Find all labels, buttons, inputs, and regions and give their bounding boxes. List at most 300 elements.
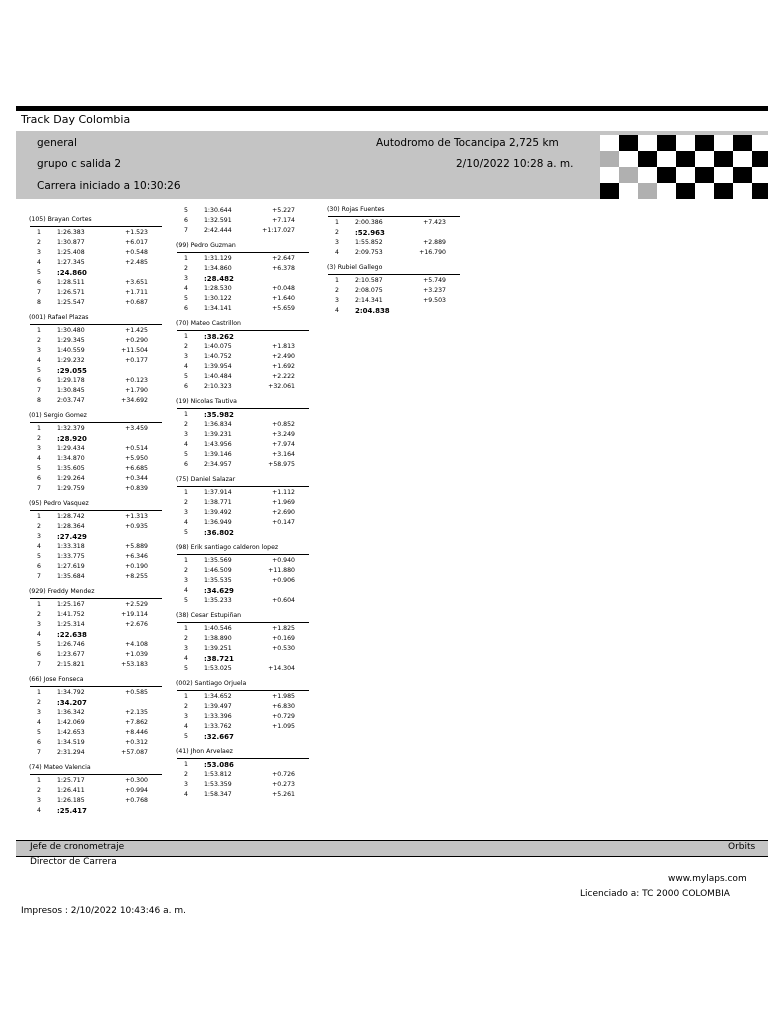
lap-gap: +2.529 bbox=[125, 601, 148, 608]
lap-number: 5 bbox=[184, 451, 188, 458]
lap-time: 1:28.530 bbox=[204, 285, 232, 292]
lap-number: 1 bbox=[335, 219, 339, 226]
lap-time: 1:33.396 bbox=[204, 713, 232, 720]
driver-divider bbox=[30, 598, 162, 599]
lap-time: 1:26.571 bbox=[57, 289, 85, 296]
lap-number: 4 bbox=[37, 357, 41, 364]
lap-gap: +7.862 bbox=[125, 719, 148, 726]
lap-number: 4 bbox=[184, 655, 188, 662]
lap-time: 1:37.914 bbox=[204, 489, 232, 496]
lap-time: :24.860 bbox=[57, 269, 87, 277]
race-director-label: Director de Carrera bbox=[30, 857, 117, 867]
lap-time: :22.638 bbox=[57, 631, 87, 639]
lap-number: 5 bbox=[37, 465, 41, 472]
lap-number: 5 bbox=[184, 207, 188, 214]
lap-time: 1:39.954 bbox=[204, 363, 232, 370]
lap-gap: +19.114 bbox=[121, 611, 148, 618]
lap-gap: +6.830 bbox=[272, 703, 295, 710]
driver-name: (19) Nicolas Tautiva bbox=[176, 398, 237, 405]
lap-gap: +0.768 bbox=[125, 797, 148, 804]
lap-gap: +2.676 bbox=[125, 621, 148, 628]
lap-gap: +2.690 bbox=[272, 509, 295, 516]
driver-divider bbox=[328, 216, 460, 217]
lap-number: 1 bbox=[184, 625, 188, 632]
lap-number: 5 bbox=[184, 733, 188, 740]
lap-number: 8 bbox=[37, 299, 41, 306]
lap-number: 3 bbox=[184, 577, 188, 584]
lap-time: 1:39.497 bbox=[204, 703, 232, 710]
lap-time: 1:26.746 bbox=[57, 641, 85, 648]
lap-time: 1:39.146 bbox=[204, 451, 232, 458]
lap-time: 2:00.386 bbox=[355, 219, 383, 226]
lap-gap: +0.548 bbox=[125, 249, 148, 256]
license-text: Licenciado a: TC 2000 COLOMBIA bbox=[580, 889, 730, 899]
lap-number: 1 bbox=[184, 333, 188, 340]
lap-gap: +0.147 bbox=[272, 519, 295, 526]
driver-name: (01) Sergio Gomez bbox=[29, 412, 87, 419]
lap-time: 1:26.411 bbox=[57, 787, 85, 794]
driver-divider bbox=[30, 510, 162, 511]
lap-gap: +34.692 bbox=[121, 397, 148, 404]
driver-name: (001) Rafael Plazas bbox=[29, 314, 89, 321]
lap-number: 2 bbox=[37, 435, 41, 442]
lap-number: 1 bbox=[37, 327, 41, 334]
lap-number: 4 bbox=[37, 543, 41, 550]
lap-gap: +0.169 bbox=[272, 635, 295, 642]
lap-gap: +5.749 bbox=[423, 277, 446, 284]
lap-gap: +1.692 bbox=[272, 363, 295, 370]
lap-time: 1:29.178 bbox=[57, 377, 85, 384]
session-name: general bbox=[37, 137, 77, 149]
lap-gap: +2.490 bbox=[272, 353, 295, 360]
lap-gap: +1.039 bbox=[125, 651, 148, 658]
lap-number: 6 bbox=[37, 377, 41, 384]
lap-time: 1:26.383 bbox=[57, 229, 85, 236]
lap-time: 1:25.314 bbox=[57, 621, 85, 628]
lap-time: 2:34.957 bbox=[204, 461, 232, 468]
lap-time: 1:25.408 bbox=[57, 249, 85, 256]
lap-number: 1 bbox=[184, 255, 188, 262]
lap-time: 1:38.771 bbox=[204, 499, 232, 506]
lap-number: 2 bbox=[184, 703, 188, 710]
race-start-time: Carrera iniciado a 10:30:26 bbox=[37, 180, 181, 192]
lap-time: :35.982 bbox=[204, 411, 234, 419]
lap-time: 1:34.860 bbox=[204, 265, 232, 272]
session-datetime: 2/10/2022 10:28 a. m. bbox=[456, 158, 574, 170]
lap-time: 1:25.547 bbox=[57, 299, 85, 306]
lap-gap: +0.344 bbox=[125, 475, 148, 482]
lap-gap: +7.974 bbox=[272, 441, 295, 448]
lap-gap: +2.889 bbox=[423, 239, 446, 246]
lap-number: 7 bbox=[37, 749, 41, 756]
driver-divider bbox=[30, 686, 162, 687]
lap-time: 1:40.484 bbox=[204, 373, 232, 380]
lap-number: 7 bbox=[184, 227, 188, 234]
driver-divider bbox=[177, 252, 309, 253]
lap-number: 6 bbox=[37, 475, 41, 482]
lap-time: 1:23.677 bbox=[57, 651, 85, 658]
lap-number: 4 bbox=[184, 363, 188, 370]
lap-number: 4 bbox=[184, 519, 188, 526]
lap-number: 4 bbox=[184, 285, 188, 292]
lap-time: 2:09.753 bbox=[355, 249, 383, 256]
lap-gap: +0.273 bbox=[272, 781, 295, 788]
lap-number: 3 bbox=[184, 431, 188, 438]
lap-number: 6 bbox=[184, 217, 188, 224]
lap-gap: +1.095 bbox=[272, 723, 295, 730]
lap-number: 6 bbox=[184, 383, 188, 390]
driver-name: (75) Daniel Salazar bbox=[176, 476, 236, 483]
lap-gap: +5.889 bbox=[125, 543, 148, 550]
driver-name: (30) Rojas Fuentes bbox=[327, 206, 385, 213]
lap-gap: +16.790 bbox=[419, 249, 446, 256]
lap-number: 1 bbox=[37, 689, 41, 696]
lap-number: 3 bbox=[37, 347, 41, 354]
lap-number: 3 bbox=[37, 709, 41, 716]
lap-number: 4 bbox=[335, 249, 339, 256]
lap-time: 2:04.838 bbox=[355, 307, 390, 315]
driver-divider bbox=[30, 324, 162, 325]
lap-number: 4 bbox=[37, 259, 41, 266]
lap-gap: +0.906 bbox=[272, 577, 295, 584]
lap-gap: +1.425 bbox=[125, 327, 148, 334]
lap-time: 1:30.845 bbox=[57, 387, 85, 394]
lap-number: 7 bbox=[37, 289, 41, 296]
lap-time: 1:33.318 bbox=[57, 543, 85, 550]
lap-gap: +1.813 bbox=[272, 343, 295, 350]
lap-number: 1 bbox=[37, 513, 41, 520]
driver-name: (38) Cesar Estupiñan bbox=[176, 612, 242, 619]
lap-number: 5 bbox=[37, 269, 41, 276]
lap-number: 2 bbox=[184, 567, 188, 574]
lap-number: 5 bbox=[37, 641, 41, 648]
lap-gap: +1.790 bbox=[125, 387, 148, 394]
lap-gap: +11.880 bbox=[268, 567, 295, 574]
lap-number: 3 bbox=[37, 445, 41, 452]
lap-number: 1 bbox=[335, 277, 339, 284]
lap-time: 1:35.233 bbox=[204, 597, 232, 604]
lap-time: 1:46.509 bbox=[204, 567, 232, 574]
lap-time: 1:25.167 bbox=[57, 601, 85, 608]
track-name: Autodromo de Tocancipa 2,725 km bbox=[376, 137, 559, 149]
lap-gap: +0.290 bbox=[125, 337, 148, 344]
lap-time: 1:39.251 bbox=[204, 645, 232, 652]
lap-gap: +3.164 bbox=[272, 451, 295, 458]
driver-divider bbox=[30, 422, 162, 423]
lap-number: 3 bbox=[335, 297, 339, 304]
lap-time: 1:34.870 bbox=[57, 455, 85, 462]
lap-gap: +0.687 bbox=[125, 299, 148, 306]
lap-time: 1:29.264 bbox=[57, 475, 85, 482]
lap-gap: +1.985 bbox=[272, 693, 295, 700]
lap-number: 1 bbox=[184, 761, 188, 768]
lap-gap: +3.459 bbox=[125, 425, 148, 432]
driver-divider bbox=[177, 486, 309, 487]
driver-divider bbox=[177, 690, 309, 691]
lap-number: 1 bbox=[37, 425, 41, 432]
lap-gap: +1.313 bbox=[125, 513, 148, 520]
lap-gap: +14.304 bbox=[268, 665, 295, 672]
lap-gap: +6.685 bbox=[125, 465, 148, 472]
lap-gap: +5.261 bbox=[272, 791, 295, 798]
driver-name: (3) Rubiel Gallego bbox=[327, 264, 383, 271]
lap-number: 7 bbox=[37, 387, 41, 394]
lap-gap: +0.839 bbox=[125, 485, 148, 492]
lap-time: :36.802 bbox=[204, 529, 234, 537]
lap-gap: +3.249 bbox=[272, 431, 295, 438]
lap-gap: +0.190 bbox=[125, 563, 148, 570]
lap-gap: +0.530 bbox=[272, 645, 295, 652]
lap-gap: +9.503 bbox=[423, 297, 446, 304]
lap-gap: +5.227 bbox=[272, 207, 295, 214]
lap-number: 4 bbox=[335, 307, 339, 314]
lap-gap: +0.994 bbox=[125, 787, 148, 794]
lap-time: 1:33.762 bbox=[204, 723, 232, 730]
lap-gap: +1.640 bbox=[272, 295, 295, 302]
lap-time: 1:29.759 bbox=[57, 485, 85, 492]
lap-gap: +8.255 bbox=[125, 573, 148, 580]
lap-time: 1:39.492 bbox=[204, 509, 232, 516]
driver-divider bbox=[177, 408, 309, 409]
lap-time: 1:41.752 bbox=[57, 611, 85, 618]
lap-number: 5 bbox=[37, 553, 41, 560]
lap-number: 1 bbox=[184, 489, 188, 496]
lap-number: 2 bbox=[37, 523, 41, 530]
lap-time: 1:34.652 bbox=[204, 693, 232, 700]
lap-number: 1 bbox=[37, 777, 41, 784]
lap-gap: +3.237 bbox=[423, 287, 446, 294]
lap-time: 1:43.956 bbox=[204, 441, 232, 448]
lap-number: 5 bbox=[184, 529, 188, 536]
lap-number: 8 bbox=[37, 397, 41, 404]
lap-time: 1:39.231 bbox=[204, 431, 232, 438]
lap-number: 6 bbox=[37, 279, 41, 286]
lap-time: 1:35.569 bbox=[204, 557, 232, 564]
lap-time: 1:34.519 bbox=[57, 739, 85, 746]
lap-gap: +5.659 bbox=[272, 305, 295, 312]
lap-number: 6 bbox=[37, 563, 41, 570]
lap-gap: +0.585 bbox=[125, 689, 148, 696]
lap-number: 2 bbox=[184, 265, 188, 272]
lap-time: 1:29.345 bbox=[57, 337, 85, 344]
lap-number: 5 bbox=[37, 729, 41, 736]
lap-gap: +0.940 bbox=[272, 557, 295, 564]
lap-gap: +11.504 bbox=[121, 347, 148, 354]
lap-gap: +0.312 bbox=[125, 739, 148, 746]
lap-number: 3 bbox=[184, 353, 188, 360]
lap-time: 1:31.129 bbox=[204, 255, 232, 262]
driver-name: (66) Jose Fonseca bbox=[29, 676, 84, 683]
lap-time: 1:29.434 bbox=[57, 445, 85, 452]
driver-name: (74) Mateo Valencia bbox=[29, 764, 91, 771]
lap-number: 5 bbox=[184, 373, 188, 380]
lap-number: 6 bbox=[184, 461, 188, 468]
lap-time: 2:10.323 bbox=[204, 383, 232, 390]
lap-time: 2:03.747 bbox=[57, 397, 85, 404]
footer-bar bbox=[16, 840, 768, 857]
lap-number: 6 bbox=[37, 651, 41, 658]
lap-time: 1:53.812 bbox=[204, 771, 232, 778]
lap-time: 1:42.069 bbox=[57, 719, 85, 726]
driver-name: (95) Pedro Vasquez bbox=[29, 500, 89, 507]
driver-divider bbox=[30, 774, 162, 775]
company-name: Orbits bbox=[728, 842, 756, 852]
driver-name: (41) Jhon Arvelaez bbox=[176, 748, 233, 755]
lap-number: 7 bbox=[37, 485, 41, 492]
lap-gap: +0.726 bbox=[272, 771, 295, 778]
lap-number: 2 bbox=[37, 337, 41, 344]
lap-number: 2 bbox=[37, 611, 41, 618]
lap-number: 1 bbox=[184, 557, 188, 564]
lap-gap: +1.112 bbox=[272, 489, 295, 496]
lap-gap: +1.711 bbox=[125, 289, 148, 296]
lap-number: 5 bbox=[37, 367, 41, 374]
lap-time: 1:27.619 bbox=[57, 563, 85, 570]
lap-number: 2 bbox=[184, 635, 188, 642]
lap-number: 3 bbox=[184, 713, 188, 720]
lap-time: 1:35.535 bbox=[204, 577, 232, 584]
group-name: grupo c salida 2 bbox=[37, 158, 122, 170]
lap-number: 3 bbox=[335, 239, 339, 246]
lap-gap: +3.651 bbox=[125, 279, 148, 286]
printed-timestamp: Impresos : 2/10/2022 10:43:46 a. m. bbox=[21, 906, 186, 916]
lap-number: 3 bbox=[184, 645, 188, 652]
lap-time: 1:26.185 bbox=[57, 797, 85, 804]
lap-time: 1:25.717 bbox=[57, 777, 85, 784]
lap-number: 3 bbox=[37, 249, 41, 256]
lap-time: 1:30.877 bbox=[57, 239, 85, 246]
driver-name: (98) Erik santiago calderon lopez bbox=[176, 544, 279, 551]
lap-time: 1:40.075 bbox=[204, 343, 232, 350]
lap-time: 1:28.364 bbox=[57, 523, 85, 530]
lap-number: 2 bbox=[184, 771, 188, 778]
lap-number: 4 bbox=[184, 723, 188, 730]
lap-gap: +8.446 bbox=[125, 729, 148, 736]
lap-time: 1:36.949 bbox=[204, 519, 232, 526]
lap-gap: +2.485 bbox=[125, 259, 148, 266]
lap-time: :29.055 bbox=[57, 367, 87, 375]
lap-time: :52.963 bbox=[355, 229, 385, 237]
lap-number: 2 bbox=[37, 699, 41, 706]
lap-time: :28.920 bbox=[57, 435, 87, 443]
lap-time: :34.629 bbox=[204, 587, 234, 595]
driver-divider bbox=[177, 554, 309, 555]
lap-number: 3 bbox=[37, 621, 41, 628]
lap-time: :38.262 bbox=[204, 333, 234, 341]
lap-number: 3 bbox=[184, 275, 188, 282]
lap-time: 1:30.644 bbox=[204, 207, 232, 214]
driver-divider bbox=[177, 330, 309, 331]
lap-time: 1:28.511 bbox=[57, 279, 85, 286]
lap-number: 4 bbox=[37, 807, 41, 814]
lap-gap: +5.950 bbox=[125, 455, 148, 462]
lap-time: 1:36.834 bbox=[204, 421, 232, 428]
lap-time: 1:34.141 bbox=[204, 305, 232, 312]
lap-gap: +0.935 bbox=[125, 523, 148, 530]
lap-gap: +7.423 bbox=[423, 219, 446, 226]
lap-time: 2:14.341 bbox=[355, 297, 383, 304]
lap-time: 1:40.752 bbox=[204, 353, 232, 360]
lap-gap: +0.048 bbox=[272, 285, 295, 292]
lap-time: :53.086 bbox=[204, 761, 234, 769]
lap-time: 2:10.587 bbox=[355, 277, 383, 284]
lap-number: 2 bbox=[184, 343, 188, 350]
lap-time: :28.482 bbox=[204, 275, 234, 283]
lap-time: 1:40.559 bbox=[57, 347, 85, 354]
lap-time: 1:42.653 bbox=[57, 729, 85, 736]
lap-time: 1:53.025 bbox=[204, 665, 232, 672]
lap-time: 1:30.122 bbox=[204, 295, 232, 302]
lap-number: 4 bbox=[184, 791, 188, 798]
lap-gap: +2.222 bbox=[272, 373, 295, 380]
lap-time: 1:29.232 bbox=[57, 357, 85, 364]
lap-gap: +1.523 bbox=[125, 229, 148, 236]
lap-time: 2:15.821 bbox=[57, 661, 85, 668]
lap-gap: +4.108 bbox=[125, 641, 148, 648]
lap-gap: +2.647 bbox=[272, 255, 295, 262]
lap-number: 2 bbox=[37, 787, 41, 794]
lap-number: 4 bbox=[184, 587, 188, 594]
lap-time: 1:34.792 bbox=[57, 689, 85, 696]
lap-number: 1 bbox=[37, 601, 41, 608]
lap-gap: +0.604 bbox=[272, 597, 295, 604]
lap-gap: +57.087 bbox=[121, 749, 148, 756]
lap-number: 2 bbox=[335, 287, 339, 294]
lap-time: 2:08.075 bbox=[355, 287, 383, 294]
lap-gap: +6.017 bbox=[125, 239, 148, 246]
lap-gap: +0.514 bbox=[125, 445, 148, 452]
lap-gap: +53.183 bbox=[121, 661, 148, 668]
lap-gap: +7.174 bbox=[272, 217, 295, 224]
timing-chief-label: Jefe de cronometraje bbox=[30, 842, 125, 852]
lap-gap: +1.825 bbox=[272, 625, 295, 632]
lap-time: 1:32.591 bbox=[204, 217, 232, 224]
lap-time: 1:38.890 bbox=[204, 635, 232, 642]
lap-time: 1:36.342 bbox=[57, 709, 85, 716]
lap-number: 4 bbox=[37, 631, 41, 638]
lap-number: 5 bbox=[184, 597, 188, 604]
driver-divider bbox=[30, 226, 162, 227]
driver-divider bbox=[328, 274, 460, 275]
lap-number: 6 bbox=[37, 739, 41, 746]
lap-time: 2:42.444 bbox=[204, 227, 232, 234]
lap-time: 1:35.605 bbox=[57, 465, 85, 472]
lap-number: 1 bbox=[184, 693, 188, 700]
driver-name: (99) Pedro Guzman bbox=[176, 242, 236, 249]
brand-title: Track Day Colombia bbox=[21, 113, 131, 126]
lap-number: 3 bbox=[37, 533, 41, 540]
lap-time: 1:33.775 bbox=[57, 553, 85, 560]
lap-number: 7 bbox=[37, 573, 41, 580]
lap-gap: +0.300 bbox=[125, 777, 148, 784]
lap-number: 7 bbox=[37, 661, 41, 668]
lap-number: 2 bbox=[184, 421, 188, 428]
lap-time: 1:58.347 bbox=[204, 791, 232, 798]
driver-name: (70) Mateo Castrillon bbox=[176, 320, 241, 327]
lap-gap: +0.852 bbox=[272, 421, 295, 428]
lap-number: 3 bbox=[184, 781, 188, 788]
lap-gap: +1:17.027 bbox=[262, 227, 295, 234]
lap-number: 3 bbox=[184, 509, 188, 516]
lap-number: 5 bbox=[184, 295, 188, 302]
lap-gap: +0.123 bbox=[125, 377, 148, 384]
lap-time: 1:27.345 bbox=[57, 259, 85, 266]
lap-time: 2:31.294 bbox=[57, 749, 85, 756]
lap-number: 1 bbox=[37, 229, 41, 236]
lap-gap: +0.729 bbox=[272, 713, 295, 720]
lap-time: :27.429 bbox=[57, 533, 87, 541]
lap-time: :34.207 bbox=[57, 699, 87, 707]
